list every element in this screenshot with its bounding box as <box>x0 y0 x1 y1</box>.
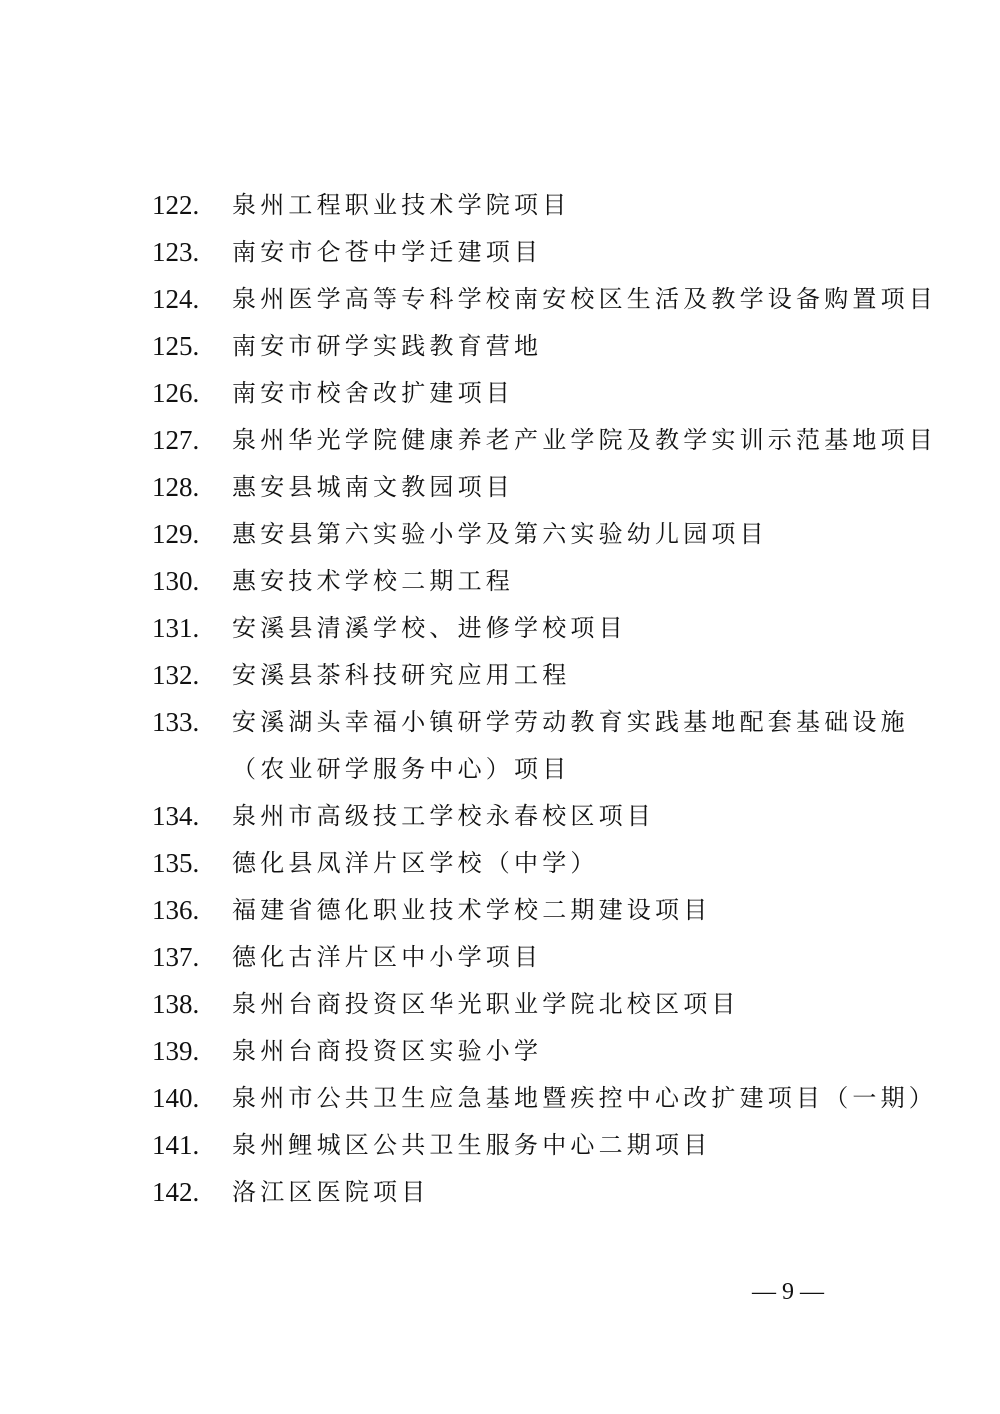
item-text <box>232 229 892 276</box>
item-number: 139. <box>152 1036 200 1066</box>
item-number: 123. <box>152 237 200 267</box>
item-text-line: 泉州市公共卫生应急基地暨疾控中心改扩建项目（一期） <box>232 1084 937 1112</box>
item-text <box>232 605 892 652</box>
item-text-line: 泉州市高级技工学校永春校区项目 <box>232 802 655 830</box>
item-text-line: 南安市校舍改扩建项目 <box>232 379 514 407</box>
list-item <box>0 605 1000 652</box>
item-text <box>232 793 892 840</box>
project-list <box>0 182 1000 1216</box>
item-text-line: 洛江区医院项目 <box>232 1178 430 1206</box>
item-number: 136. <box>152 895 200 925</box>
item-number: 130. <box>152 566 200 596</box>
item-text-line: 安溪县清溪学校、进修学校项目 <box>232 614 627 642</box>
list-item <box>0 511 1000 558</box>
list-item <box>0 1028 1000 1075</box>
list-item <box>0 464 1000 511</box>
item-number: 141. <box>152 1130 200 1160</box>
item-number: 140. <box>152 1083 200 1113</box>
item-text <box>232 934 892 981</box>
item-text <box>232 1169 892 1216</box>
item-text-line: 泉州华光学院健康养老产业学院及教学实训示范基地项目 <box>232 426 937 454</box>
item-number: 133. <box>152 707 200 737</box>
item-number: 142. <box>152 1177 200 1207</box>
item-number: 128. <box>152 472 200 502</box>
item-text <box>232 182 892 229</box>
item-text-line: 惠安县城南文教园项目 <box>232 473 514 501</box>
item-text-line: 泉州工程职业技术学院项目 <box>232 191 571 219</box>
item-text-line: （农业研学服务中心）项目 <box>232 755 571 783</box>
list-item <box>0 934 1000 981</box>
item-text-line: 惠安县第六实验小学及第六实验幼儿园项目 <box>232 520 768 548</box>
list-item <box>0 699 1000 793</box>
item-number: 127. <box>152 425 200 455</box>
item-text <box>232 464 892 511</box>
item-text <box>232 323 892 370</box>
item-text-line: 福建省德化职业技术学校二期建设项目 <box>232 896 712 924</box>
item-text <box>232 1075 937 1122</box>
item-number: 134. <box>152 801 200 831</box>
item-text-line: 惠安技术学校二期工程 <box>232 567 514 595</box>
item-text-line: 泉州医学高等专科学校南安校区生活及教学设备购置项目 <box>232 285 937 313</box>
item-text-line: 安溪湖头幸福小镇研学劳动教育实践基地配套基础设施 <box>232 708 909 736</box>
list-item <box>0 229 1000 276</box>
list-item <box>0 652 1000 699</box>
item-number: 138. <box>152 989 200 1019</box>
item-text <box>232 511 892 558</box>
list-item <box>0 887 1000 934</box>
item-number: 125. <box>152 331 200 361</box>
item-text-line: 泉州台商投资区实验小学 <box>232 1037 543 1065</box>
item-text <box>232 276 937 323</box>
item-text <box>232 887 892 934</box>
list-item <box>0 323 1000 370</box>
list-item <box>0 981 1000 1028</box>
item-number: 122. <box>152 190 200 220</box>
item-number: 126. <box>152 378 200 408</box>
item-text <box>232 370 892 417</box>
list-item <box>0 1122 1000 1169</box>
list-item <box>0 182 1000 229</box>
item-text <box>232 417 937 464</box>
item-text <box>232 840 892 887</box>
item-text-line: 德化县凤洋片区学校（中学） <box>232 849 599 877</box>
item-text-line: 南安市仑苍中学迁建项目 <box>232 238 543 266</box>
item-text-line: 泉州鲤城区公共卫生服务中心二期项目 <box>232 1131 712 1159</box>
item-number: 137. <box>152 942 200 972</box>
list-item <box>0 276 1000 323</box>
list-item <box>0 793 1000 840</box>
list-item <box>0 1169 1000 1216</box>
item-text-line: 南安市研学实践教育营地 <box>232 332 543 360</box>
item-text <box>232 652 892 699</box>
item-number: 124. <box>152 284 200 314</box>
item-number: 131. <box>152 613 200 643</box>
list-item <box>0 840 1000 887</box>
item-text-line: 泉州台商投资区华光职业学院北校区项目 <box>232 990 740 1018</box>
item-number: 132. <box>152 660 200 690</box>
item-number: 129. <box>152 519 200 549</box>
item-text <box>232 1028 892 1075</box>
list-item <box>0 558 1000 605</box>
list-item <box>0 417 1000 464</box>
item-number: 135. <box>152 848 200 878</box>
item-text <box>232 699 909 793</box>
list-item <box>0 1075 1000 1122</box>
item-text-line: 德化古洋片区中小学项目 <box>232 943 543 971</box>
page-number: — 9 — <box>752 1279 824 1305</box>
list-item <box>0 370 1000 417</box>
item-text <box>232 1122 892 1169</box>
item-text <box>232 558 892 605</box>
item-text <box>232 981 892 1028</box>
item-text-line: 安溪县茶科技研究应用工程 <box>232 661 571 689</box>
